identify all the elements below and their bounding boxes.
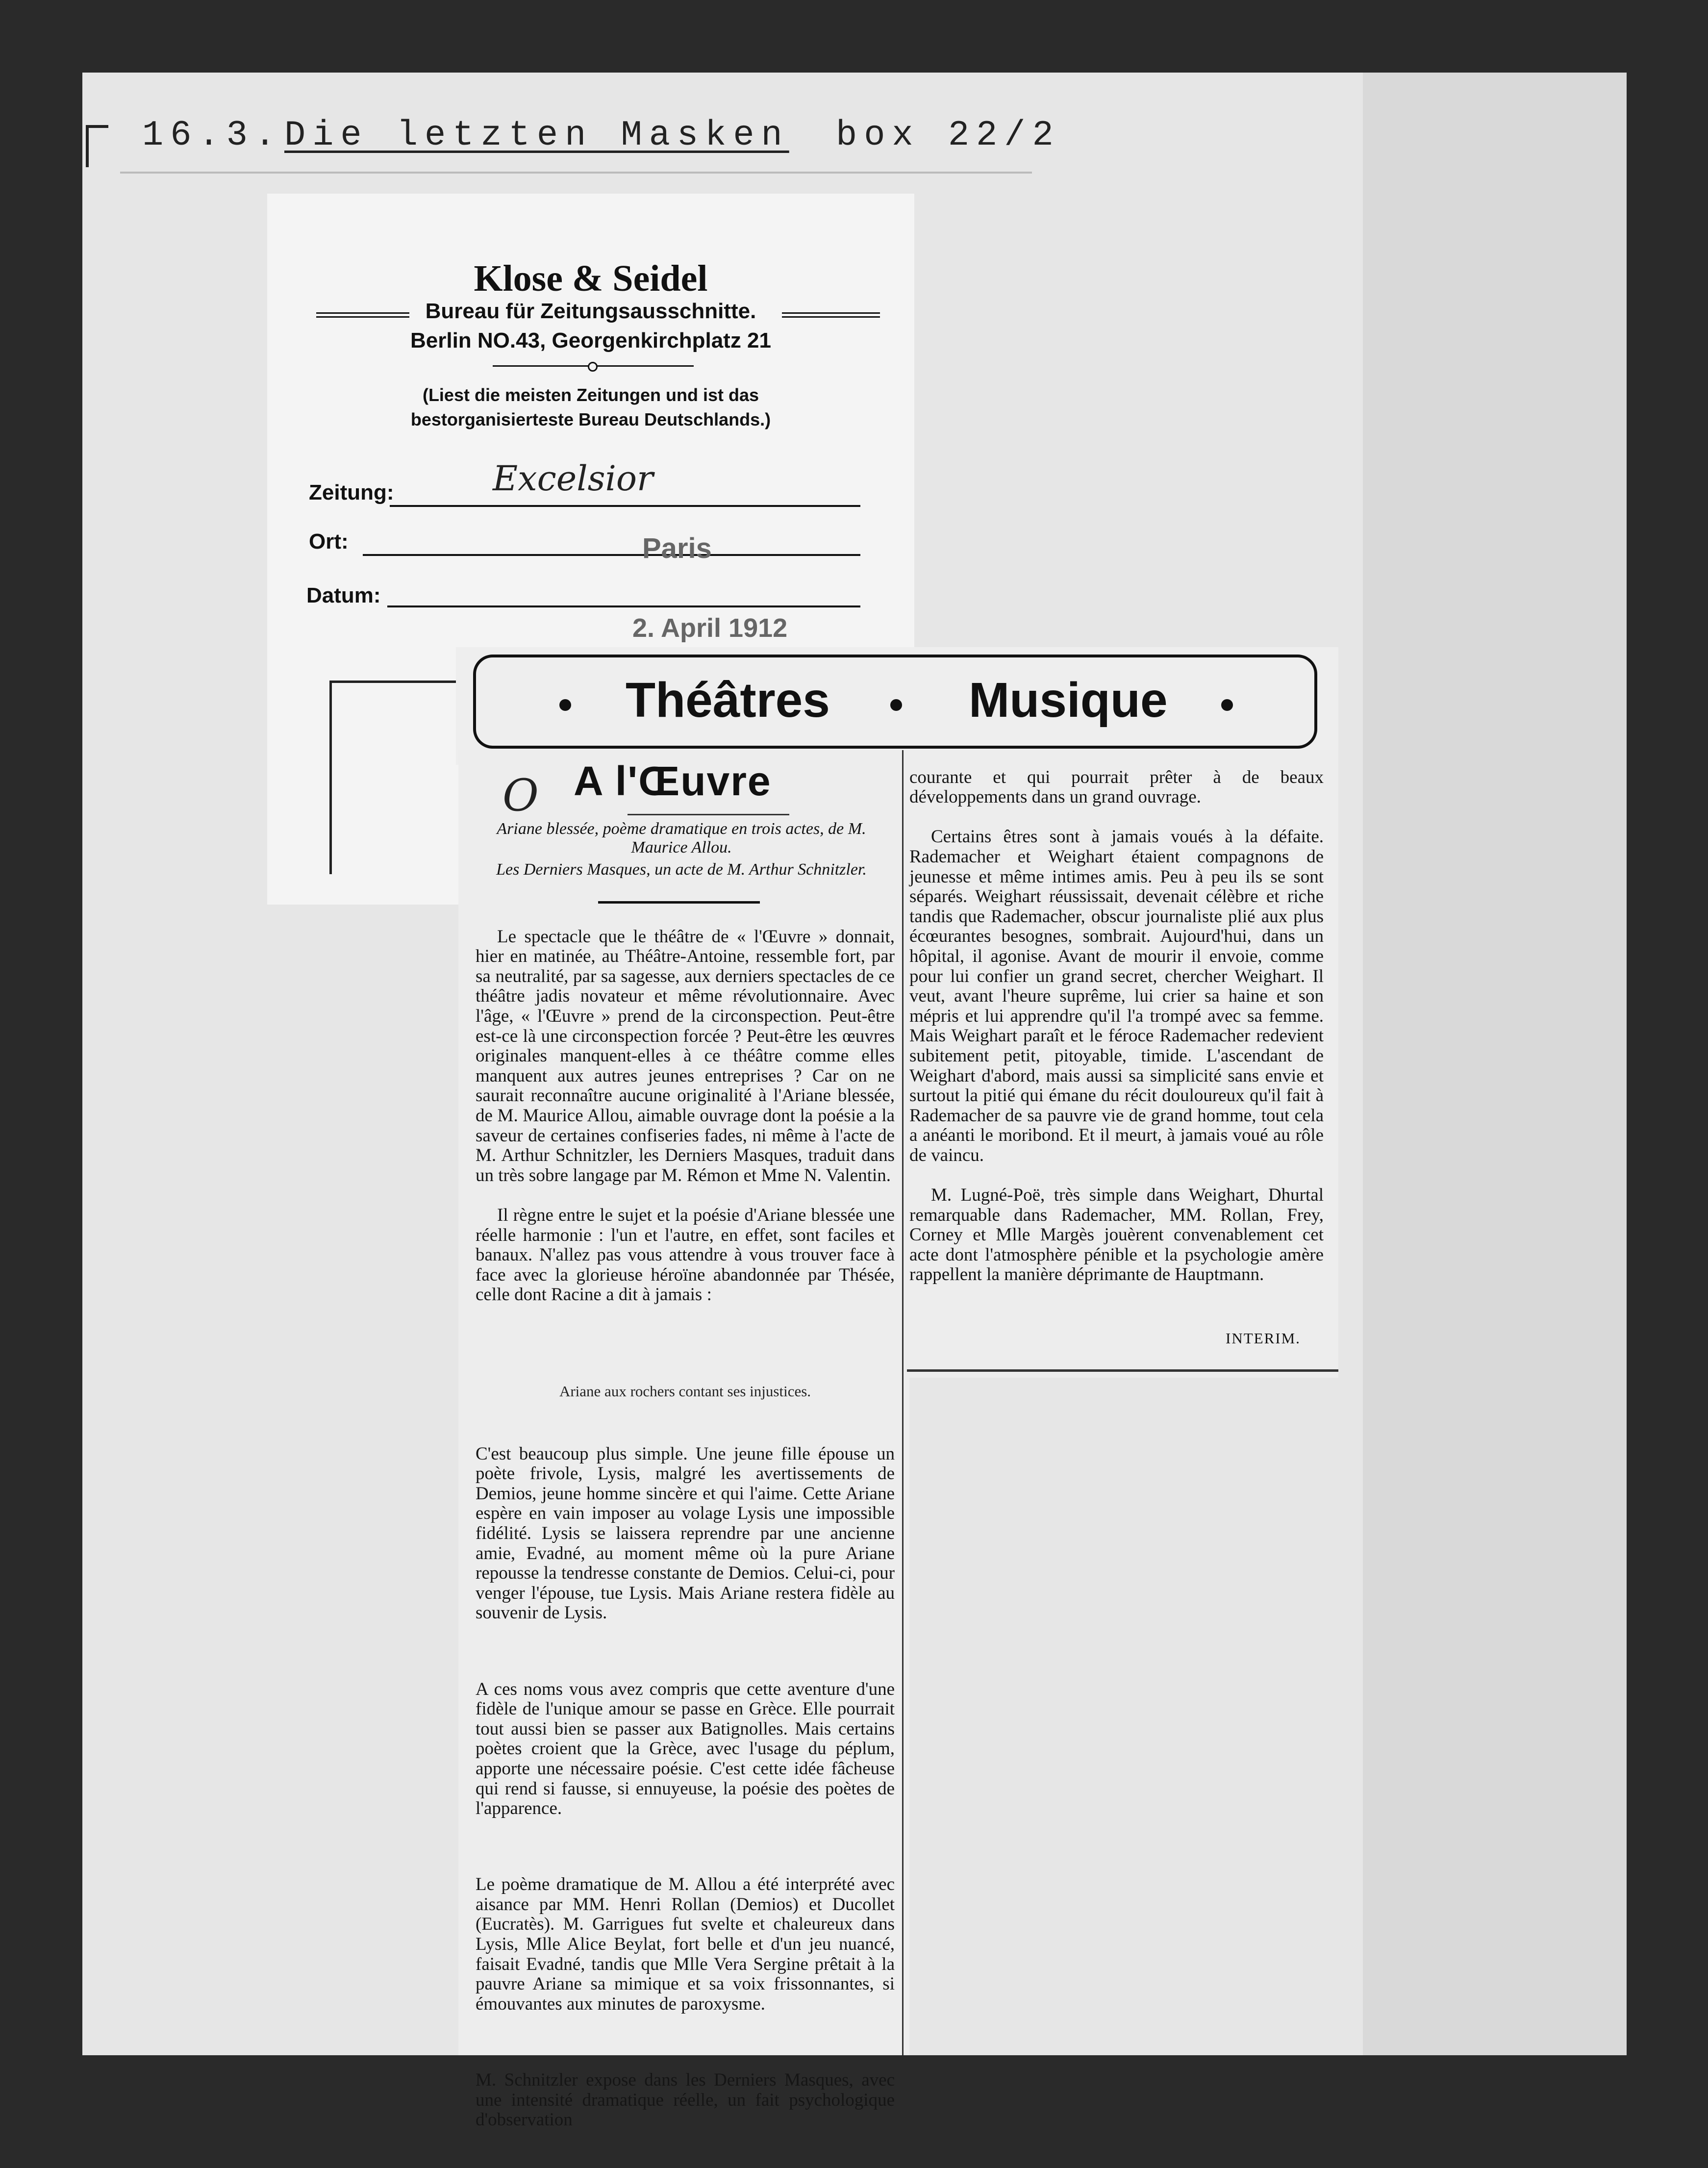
datum-stamp: 2. April 1912 <box>632 613 788 643</box>
datum-rule <box>387 605 860 607</box>
paragraph-4: A ces noms vous avez compris que cette aventure d'une fidèle de l'unique amour se passe en Grèce. Elle pourrait tout aussi bien se passer aux Batignolles. Mais certains poètes croient que la Grèce, avec l'usage du péplum, apporte une nécessaire poésie. C'est cette idée fâcheuse qui rend si fausse, si ennuyeuse, la poésie des poètes de l'apparence. <box>476 1679 895 1819</box>
banner-bullet-2 <box>890 699 902 711</box>
slip-subtitle: Bureau für Zeitungsausschnitte. <box>425 299 756 323</box>
paragraph-5: Le poème dramatique de M. Allou a été interprété avec aisance par MM. Henri Rollan (Demios) et Ducollet (Eucratès). M. Garrigues fut svelte et chaleureux dans Lysis, Mlle Alice Beylat, fort belle et d'un jeu nuancé, faisait Evadné, tandis que Mlle Vera Sergine prêtait à la pauvre Ariane sa mimique et sa voix frissonnantes, si émouvantes aux minutes de paroxysme. <box>476 1874 895 2014</box>
title-ornament <box>628 814 789 815</box>
paragraph-6: M. Schnitzler expose dans les Derniers Masques, avec une intensité dramatique réelle, un fait psychologique d'observation <box>476 2070 895 2130</box>
bracket-side <box>329 681 332 874</box>
slip-address: Berlin NO.43, Georgenkirchplatz 21 <box>410 328 771 353</box>
bracket-top <box>329 681 462 683</box>
right-column-end-rule <box>907 1369 1338 1372</box>
right-column-text <box>909 748 1324 1305</box>
slip-note-line1: (Liest die meisten Zeitungen und ist das <box>422 385 759 405</box>
slip-note-line2: bestorganisierteste Bureau Deutschlands.) <box>410 409 771 429</box>
banner-bullet-1 <box>559 699 571 711</box>
paragraph-3: C'est beaucoup plus simple. Une jeune fille épouse un poète frivole, Lysis, malgré les avertissements de Demios, jeune homme sincère et qui l'aime. Cette Ariane espère en vain imposer au volage Lysis une impossible fidélité. Lysis se laissera reprendre par une ancienne amie, Evadné, au moment même où la pure Ariane repousse la tendresse constante de Demios. Celui-ci, pour venger l'épouse, tue Lysis. Mais Ariane restera fidèle au souvenir de Lysis. <box>476 1443 895 1623</box>
left-column-text <box>476 907 895 1325</box>
article-title: A l'Œuvre <box>574 758 772 804</box>
file-number: 16.3. <box>142 115 283 155</box>
slip-brand: Klose & Seidel <box>474 258 708 299</box>
corner-bracket <box>86 125 108 167</box>
paragraph-2: Il règne entre le sujet et la poésie d'Ariane blessée une réelle harmonie : l'un et l'autre, en effet, sont faciles et banaux. N'allez pas vous attendre à vous trouver face à face avec la glorieuse héroïne abandonnée par Thésée, celle dont Racine a dit à jamais : <box>476 1205 895 1305</box>
file-box: box 22/2 <box>836 115 1060 155</box>
section-banner <box>473 655 1317 749</box>
zeitung-label: Zeitung: <box>309 480 394 504</box>
banner-bullet-3 <box>1221 699 1233 711</box>
ort-rule <box>363 554 860 556</box>
left-column-text-2 <box>476 1406 895 2168</box>
sheet-shade <box>1363 73 1627 2055</box>
subtitle-rule <box>598 901 760 904</box>
author-signature: INTERIM. <box>1226 1330 1301 1347</box>
subtitle-2-text: Les Derniers Masques, un acte de M. Arthur Schnitzler. <box>496 860 867 879</box>
subtitle-1-text: Ariane blessée, poème dramatique en trois actes, de M. Maurice Allou. <box>497 820 866 857</box>
slip-divider-dot <box>588 362 598 372</box>
ort-label: Ort: <box>309 529 349 554</box>
article-subtitle-2 <box>476 860 887 879</box>
column-divider <box>902 750 904 2055</box>
banner-theatres: Théâtres <box>626 673 830 728</box>
margin-mark: O <box>502 770 539 821</box>
zeitung-value: Excelsior <box>493 458 653 499</box>
banner-musique: Musique <box>969 673 1168 728</box>
paragraph-7: Certains êtres sont à jamais voués à la défaite. Rademacher et Weighart étaient compagnons de jeunesse et même intimes amis. Peu à peu ils se sont séparés. Weighart réussissait, devenait célèbre et riche tandis que Rademacher, obscur journaliste plié aux plus écœurantes besognes, sombrait. Aujourd'hui, dans un hôpital, il agonise. Avant de mourir il envoie, comme pour lui confier un grand secret, chercher Weighart. Il veut, avant l'heure suprême, lui crier sa haine et son mépris et lui apprendre qu'il l'a trompé avec sa femme. Mais Weighart paraît et le féroce Rademacher redevient subitement petit, pitoyable, timide. L'ascendant de Weighart d'abord, mais aussi sa simplicité sans envie et surtout la pitié qui émane du récit douloureux qu'il fait à Rademacher de sa pauvre vie de grand homme, tout cela a anéanti le moribond. Et il meurt, à jamais voué au rôle de vaincu. <box>909 827 1324 1165</box>
verse-quote: Ariane aux rochers contant ses injustices. <box>559 1383 811 1400</box>
paragraph-continuation: courante et qui pourrait prêter à de beaux développements dans un grand ouvrage. <box>909 767 1324 807</box>
datum-label: Datum: <box>306 583 381 607</box>
paragraph-1: Le spectacle que le théâtre de « l'Œuvre » donnait, hier en matinée, au Théâtre-Antoine, ressemble fort, par sa neutralité, par sa sagesse, aux derniers spectacles de ce théâtre jadis novateur et même révolutionnaire. Avec l'âge, « l'Œuvre » prend de la circonspection. Peut-être est-ce là une circonspection forcée ? Peut-être les œuvres originales manquent-elles à ce théâtre comme elles manquent aux autres jeunes entreprises ? Car on ne saurait reconnaître aucune originalité à l'Ariane blessée, de M. Maurice Allou, aimable ouvrage dont la poésie a la saveur de certaines confiseries fades, ni même à l'acte de M. Arthur Schnitzler, les Derniers Masques, traduit dans un très sobre langage par M. Rémon et Mme N. Valentin. <box>476 926 895 1185</box>
header-rule <box>120 172 1032 174</box>
article-subtitle-1 <box>476 820 887 857</box>
file-title: Die letzten Masken <box>284 115 789 155</box>
paragraph-8: M. Lugné-Poë, très simple dans Weighart, Dhurtal remarquable dans Rademacher, MM. Rollan, Frey, Corney et Mlle Margès jouèrent convenablement cet acte dont l'atmosphère pénible et la psychologie amère rappellent la manière déprimante de Hauptmann. <box>909 1185 1324 1285</box>
zeitung-rule <box>390 505 860 507</box>
file-header <box>142 115 1074 159</box>
ort-stamp: Paris <box>642 532 712 564</box>
